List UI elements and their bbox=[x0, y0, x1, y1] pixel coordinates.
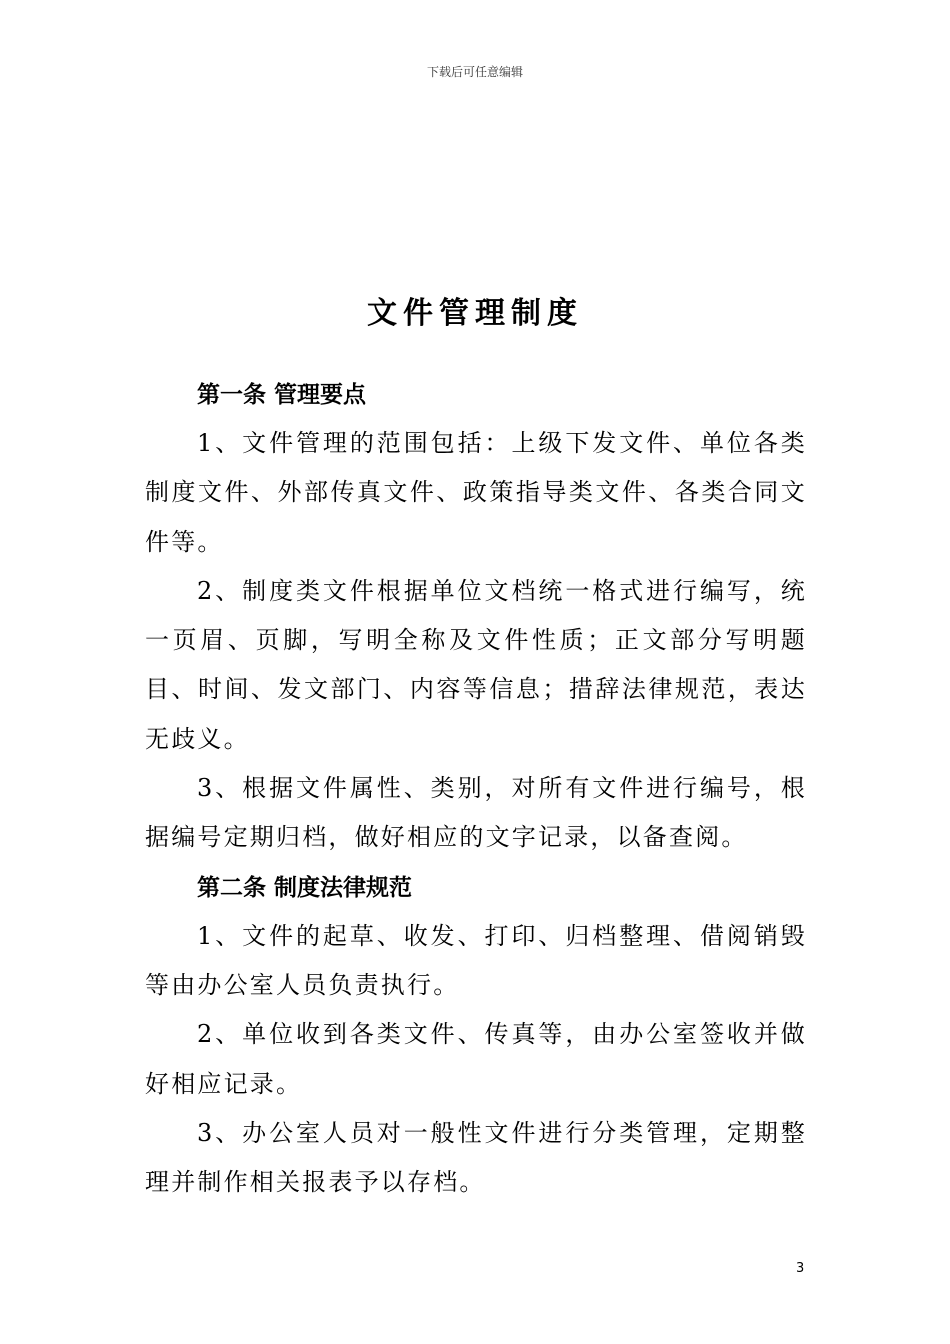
paragraph: 1、文件管理的范围包括：上级下发文件、单位各类制度文件、外部传真文件、政策指导类文件、各类合同文件等。 bbox=[145, 429, 807, 556]
section-1 bbox=[145, 370, 807, 863]
paragraph: 3、办公室人员对一般性文件进行分类管理，定期整理并制作相关报表予以存档。 bbox=[145, 1118, 807, 1197]
paragraph: 2、制度类文件根据单位文档统一格式进行编写，统一页眉、页脚，写明全称及文件性质；正文部分写明题目、时间、发文部门、内容等信息；措辞法律规范，表达无歧义。 bbox=[145, 576, 807, 753]
paragraph: 2、单位收到各类文件、传真等，由办公室签收并做好相应记录。 bbox=[145, 1020, 807, 1098]
section-heading: 第二条 制度法律规范 bbox=[197, 873, 413, 901]
section-2 bbox=[145, 863, 807, 1208]
section-heading: 第一条 管理要点 bbox=[197, 381, 367, 408]
header-note: 下载后可任意编辑 bbox=[426, 65, 523, 79]
page-number: 3 bbox=[796, 1261, 805, 1276]
paragraph: 3、根据文件属性、类别，对所有文件进行编号，根据编号定期归档，做好相应的文字记录，以备查阅。 bbox=[145, 774, 807, 852]
document-title: 文件管理制度 bbox=[367, 296, 583, 332]
document-body bbox=[145, 370, 807, 1207]
paragraph: 1、文件的起草、收发、打印、归档整理、借阅销毁等由办公室人员负责执行。 bbox=[145, 921, 807, 999]
